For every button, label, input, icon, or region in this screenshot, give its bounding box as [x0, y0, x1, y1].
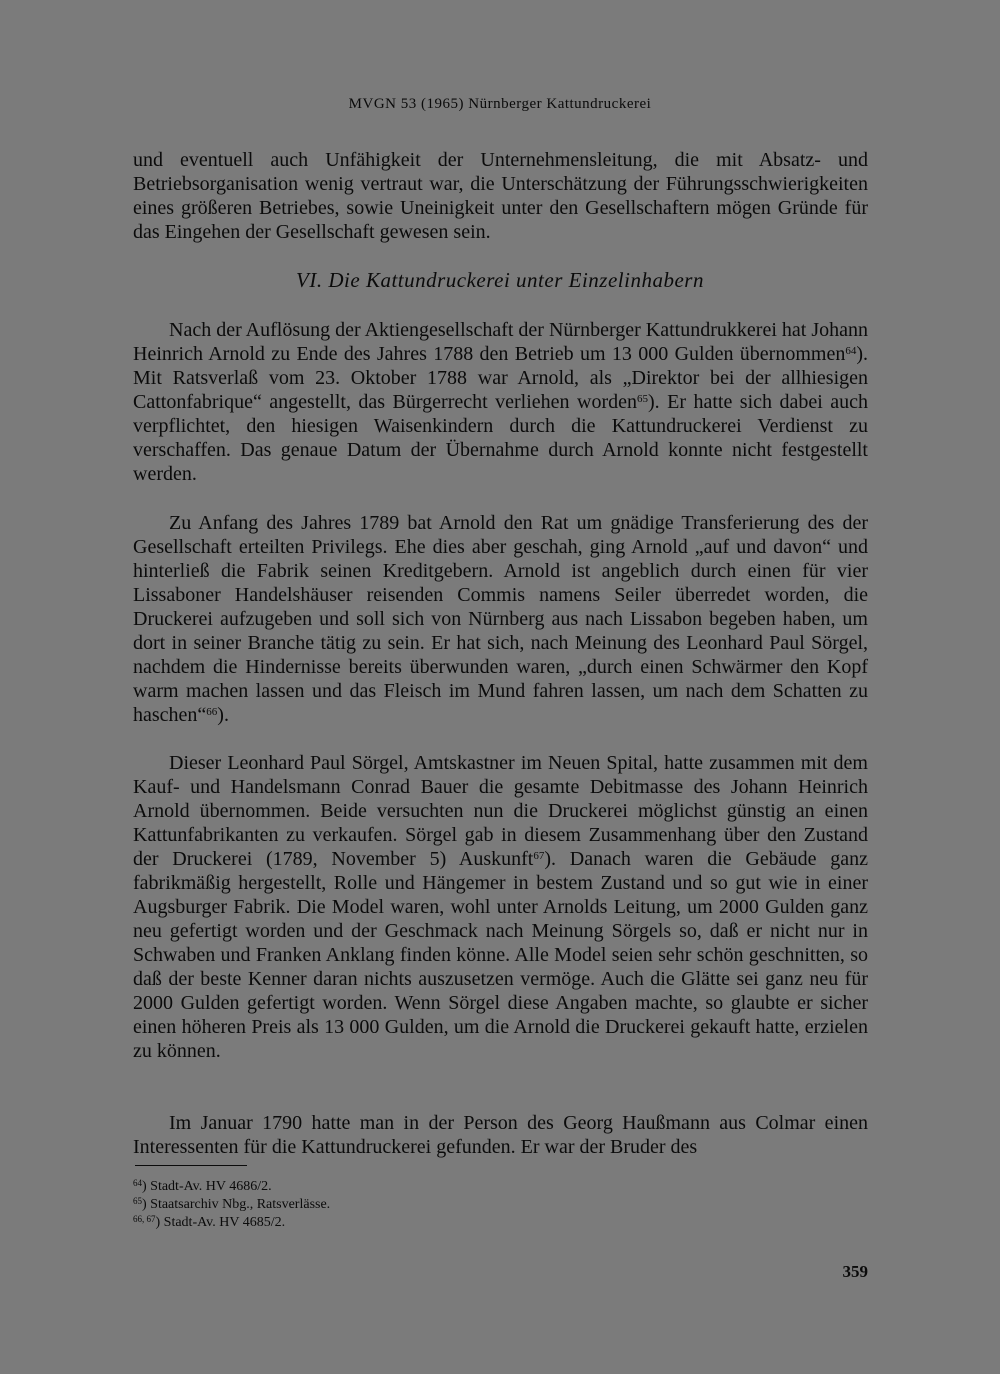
footnote-text: ) Stadt-Av. HV 4685/2. — [155, 1215, 286, 1230]
section-heading: VI. Die Kattundruckerei unter Einzelinhabern — [296, 268, 704, 292]
footnote-ref-67: 67 — [533, 850, 545, 862]
paragraph-1-text-a: Nach der Auflösung der Aktiengesellschaft der Nürnberger Kattundrukkerei hat Johann Heinrich Arnold zu Ende des Jahres 1788 den Betrieb um 13 000 Gulden übernommen — [133, 319, 868, 365]
footnote-text: ) Staatsarchiv Nbg., Ratsverlässe. — [142, 1197, 331, 1212]
paragraph-3-text-b: ). Danach waren die Gebäude ganz fabrikmäßig hergestellt, Rolle und Hängemer in bestem Zustand und so gut wie in einer Augsburger Fabrik. Die Model waren, wohl unter Arnolds Leitung, um 2000 Gulden ganz neu gefertigt worden und der Geschmack nach Meinung Sörgels so, daß er nicht nur in Schwaben und Franken Anklang finden könne. Alle Model seien sehr schön geschnitten, so daß der beste Kenner daran nichts auszusetzen vermöge. Auch die Glätte sei ganz neu für 2000 Gulden gefertigt worden. Wenn Sörgel diese Angaben machte, so glaubte er sicher einen höheren Preis als 13 000 Gulden, um die Arnold die Druckerei gekauft hatte, erzielen zu können. — [133, 848, 869, 1062]
footnote-ref-64: 64 — [845, 345, 857, 357]
paragraph-2 — [133, 511, 868, 727]
page-number: 359 — [842, 1262, 868, 1281]
footnote-64 — [133, 1178, 733, 1196]
footnote-ref-65: 65 — [637, 393, 648, 405]
footnote-ref-66: 66 — [206, 706, 218, 718]
footnotes — [133, 1178, 733, 1232]
paragraph-4: Im Januar 1790 hatte man in der Person des Georg Haußmann aus Colmar einen Interessenten für die Kattundruckerei gefunden. Er war der Bruder des — [133, 1112, 868, 1158]
footnote-66-67 — [133, 1214, 733, 1232]
footnote-marker: 66, 67 — [133, 1214, 156, 1224]
paragraph-continuation: und eventuell auch Unfähigkeit der Unternehmensleitung, die mit Absatz- und Betriebsorganisation wenig vertraut war, die Unterschätzung der Führungsschwierigkeiten eines größeren Betriebes, sowie Uneinigkeit unter den Gesellschaftern mögen Gründe für das Eingehen der Gesellschaft gewesen sein. — [133, 149, 868, 243]
footnote-marker: 64 — [133, 1178, 142, 1188]
paragraph-1-text-c: ). Er hatte sich dabei auch verpflichtet, den hiesigen Waisenkindern durch die Kattundruckerei Verdienst zu verschaffen. Das genaue Datum der Übernahme durch Arnold konnte nicht festgestellt werden. — [133, 391, 869, 485]
running-head: MVGN 53 (1965) Nürnberger Kattundruckerei — [348, 96, 652, 112]
paragraph-3 — [133, 751, 868, 1063]
footnote-marker: 65 — [133, 1196, 142, 1206]
paragraph-2-text-b: ). — [217, 704, 229, 726]
paragraph-3-text-a: Dieser Leonhard Paul Sörgel, Amtskastner im Neuen Spital, hatte zusammen mit dem Kauf- und Handelsmann Conrad Bauer die gesamte Debitmasse des Johann Heinrich Arnold übernommen. Beide versuchten nun die Druckerei möglichst günstig an einen Kattunfabrikanten zu verkaufen. Sörgel gab in diesem Zusammenhang über den Zustand der Druckerei (1789, November 5) Auskunft — [133, 752, 868, 870]
footnote-65 — [133, 1196, 733, 1214]
paragraph-1 — [133, 318, 868, 486]
paragraph-2-text-a: Zu Anfang des Jahres 1789 bat Arnold den Rat um gnädige Transferierung des der Gesellschaft erteilten Privilegs. Ehe dies aber geschah, ging Arnold „auf und davon“ und hinterließ die Fabrik seinen Kreditgebern. Arnold ist angeblich durch einen für vier Lissaboner Handelshäuser reisenden Commis namens Seiler überredet worden, die Druckerei aufzugeben und soll sich von Nürnberg aus nach Lissabon begeben haben, um dort in seiner Branche tätig zu sein. Er hat sich, nach Meinung des Leonhard Paul Sörgel, nachdem die Hindernisse bereits überwunden waren, „durch einen Schwärmer den Kopf warm machen lassen und das Fleisch im Mund fahren lassen, um nach dem Schatten zu haschen“ — [133, 512, 868, 726]
paragraph-1-text-b: ). Mit Ratsverlaß vom 23. Oktober 1788 war Arnold, als „Direktor bei der allhiesigen Cattonfabrique“ angestellt, das Bürgerrecht verliehen worden — [133, 343, 868, 413]
footnote-divider — [135, 1165, 247, 1166]
footnote-text: ) Stadt-Av. HV 4686/2. — [142, 1179, 272, 1194]
